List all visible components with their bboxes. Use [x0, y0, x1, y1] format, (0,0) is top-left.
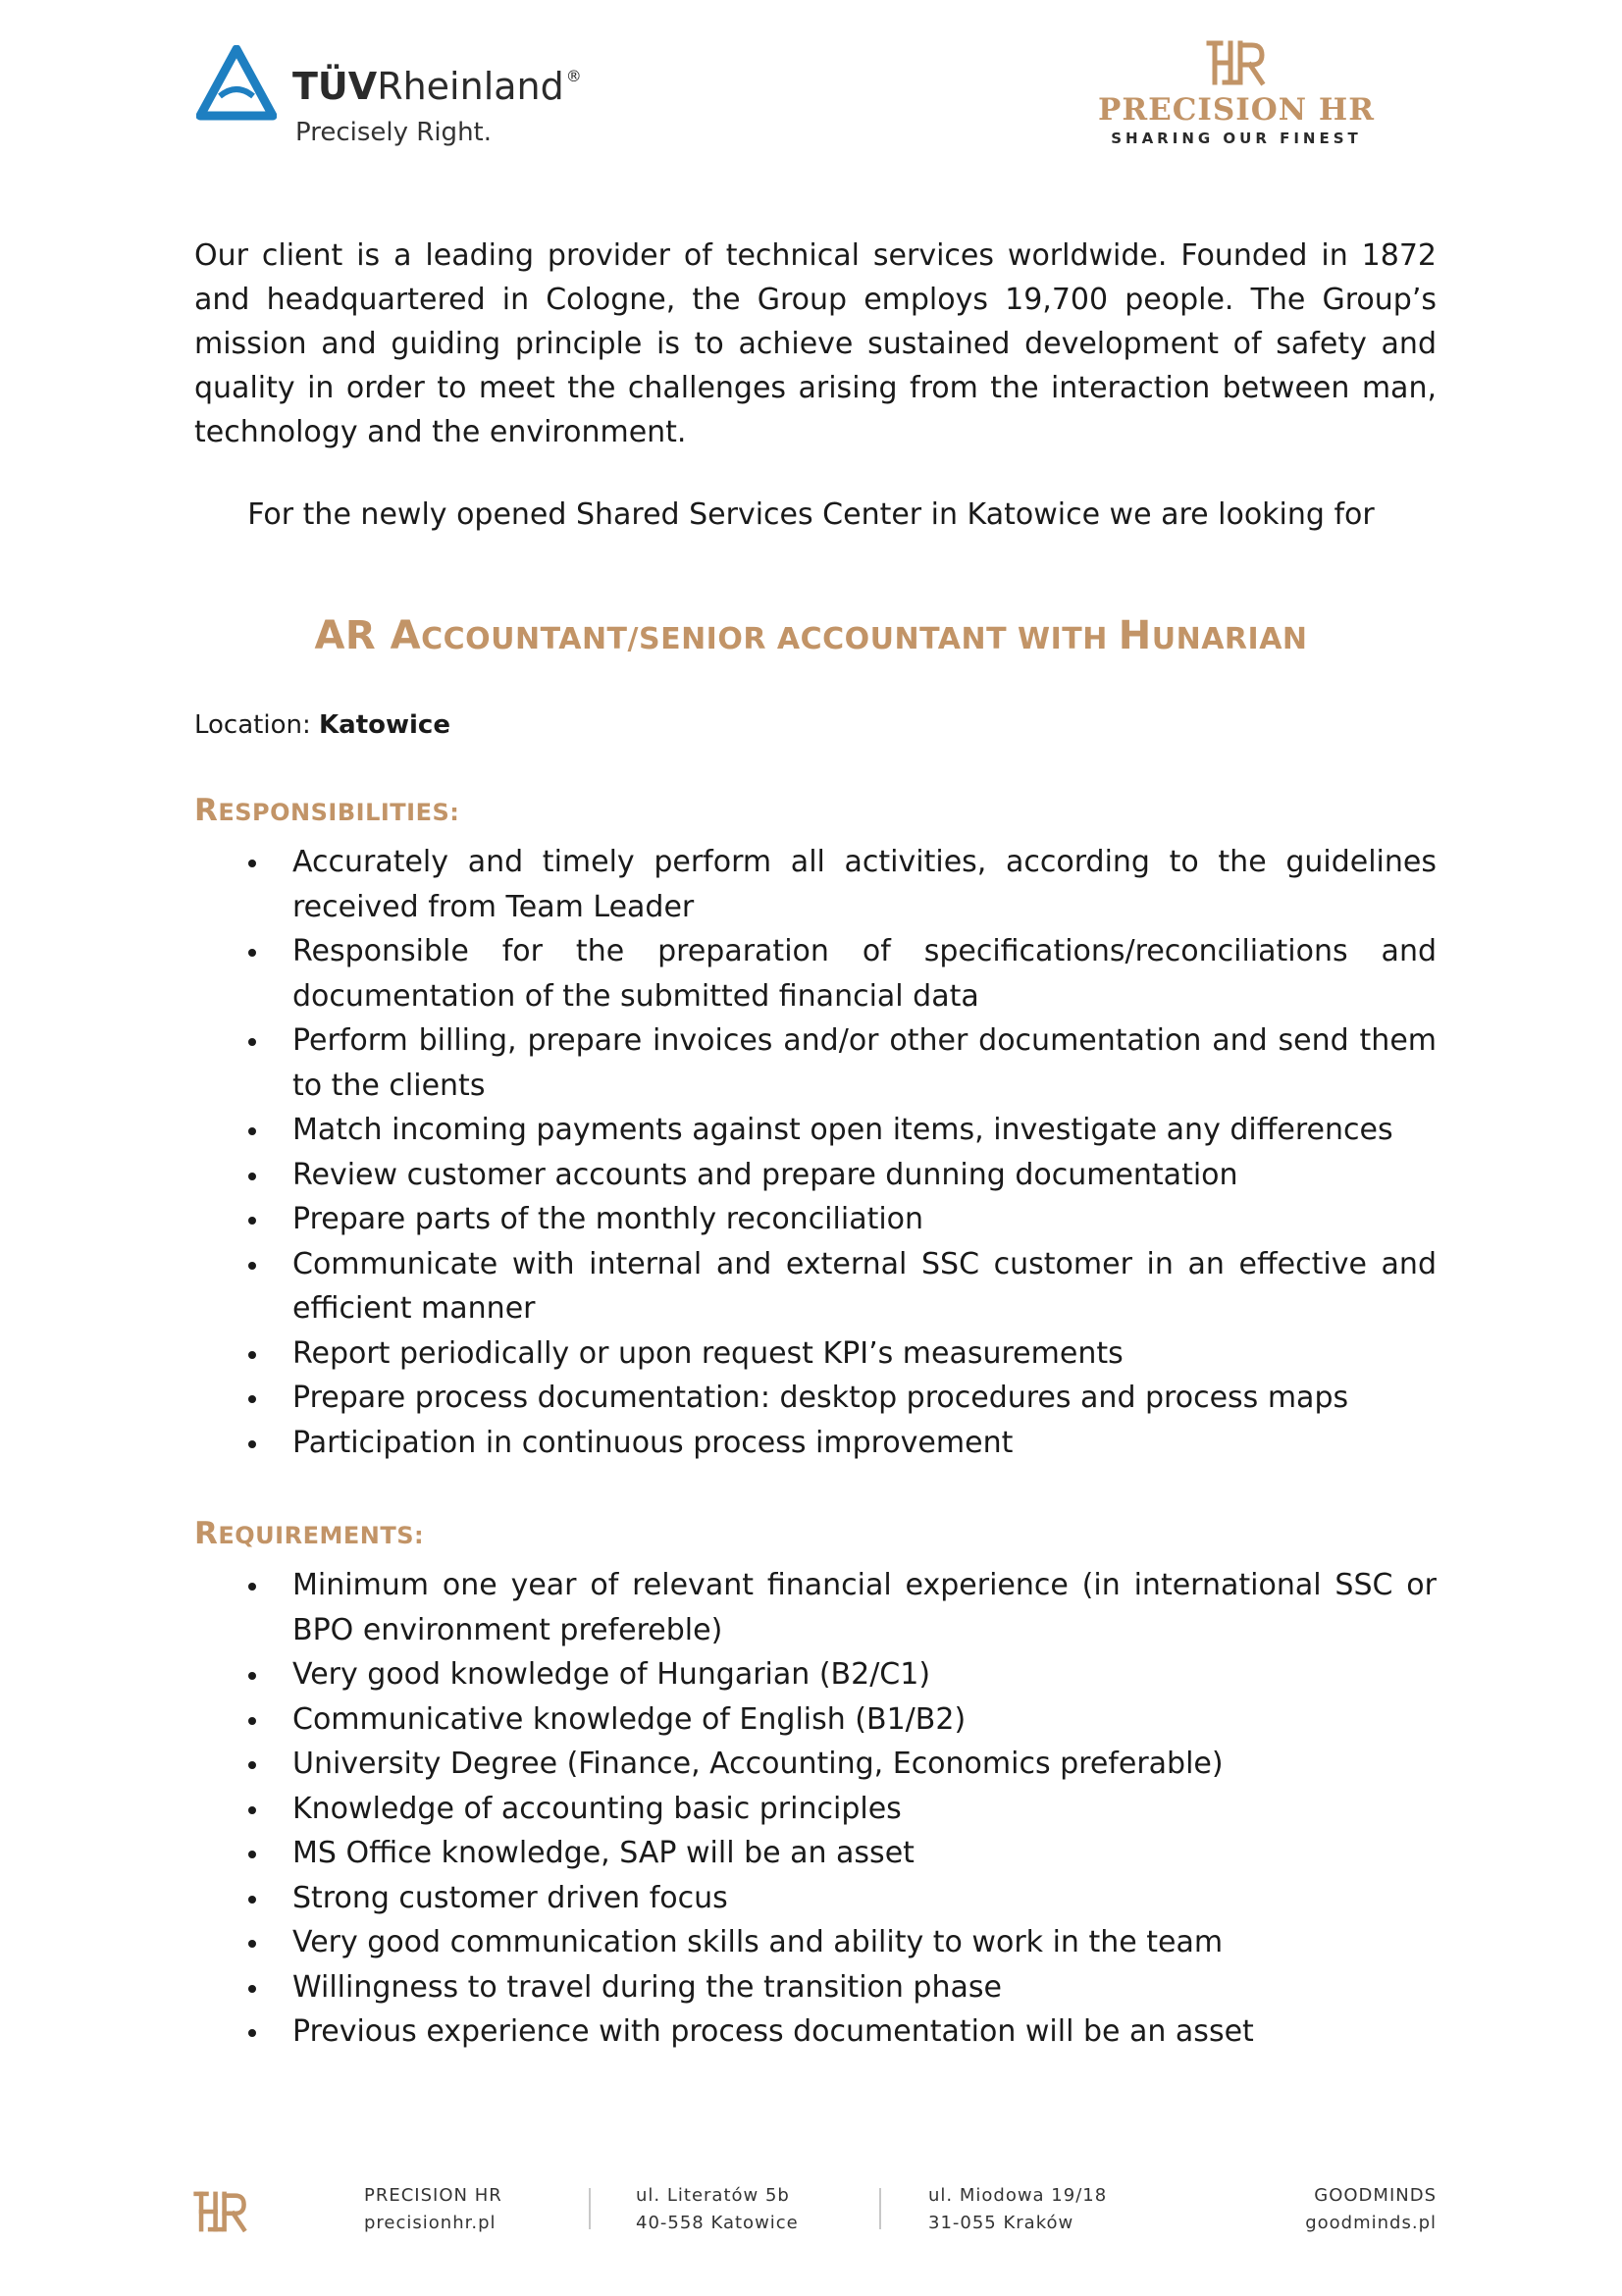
list-item: Knowledge of accounting basic principles — [243, 1787, 1437, 1832]
location: Location: Katowice — [194, 710, 450, 740]
bullet-icon — [248, 949, 256, 957]
list-item: Very good knowledge of Hungarian (B2/C1) — [243, 1652, 1437, 1697]
bullet-icon — [248, 1395, 256, 1403]
bullet-icon — [248, 1672, 256, 1680]
list-item: Communicate with internal and external SSC customer in an effective and efficient manner — [243, 1242, 1437, 1331]
list-item: Very good communication skills and ability to work in the team — [243, 1920, 1437, 1965]
list-item: Perform billing, prepare invoices and/or other documentation and send them to the clients — [243, 1018, 1437, 1108]
bullet-icon — [248, 1127, 256, 1135]
list-item: Minimum one year of relevant financial experience (in international SSC or BPO environment prefereble) — [243, 1563, 1437, 1652]
responsibilities-list — [243, 840, 1437, 1465]
footer-address-krakow: ul. Miodowa 19/18 31-055 Kraków — [928, 2185, 1108, 2233]
list-item: Responsible for the preparation of specifications/reconciliations and documentation of the submitted financial data — [243, 929, 1437, 1018]
bullet-icon — [248, 1173, 256, 1180]
bullet-icon — [248, 2029, 256, 2037]
list-item: Accurately and timely perform all activities, according to the guidelines received from Team Leader — [243, 840, 1437, 929]
list-item: Previous experience with process documentation will be an asset — [243, 2009, 1437, 2055]
bullet-icon — [248, 1717, 256, 1725]
footer — [0, 2178, 1622, 2247]
bullet-icon — [248, 1761, 256, 1769]
intro-paragraph: Our client is a leading provider of technical services worldwide. Founded in 1872 and headquartered in Cologne, the Group employs 19,700 people. The Group’s mission and guiding principle is to achieve sustained development of safety and quality in order to meet the challenges arising from the interaction between man, technology and the environment. — [194, 238, 1437, 449]
list-item: Report periodically or upon request KPI’s measurements — [243, 1331, 1437, 1377]
list-item: Strong customer driven focus — [243, 1876, 1437, 1921]
footer-divider — [589, 2188, 591, 2229]
tuv-tagline: Precisely Right. — [295, 118, 493, 147]
bullet-icon — [248, 1351, 256, 1359]
precision-hr-tagline: SHARING OUR FINEST — [1111, 130, 1362, 147]
list-item: Review customer accounts and prepare dunning documentation — [243, 1153, 1437, 1198]
bullet-icon — [248, 1583, 256, 1591]
footer-divider — [879, 2188, 881, 2229]
list-item: Communicative knowledge of English (B1/B2) — [243, 1697, 1437, 1743]
list-item: Prepare process documentation: desktop procedures and process maps — [243, 1376, 1437, 1421]
footer-company: PRECISION HR precisionhr.pl — [364, 2182, 502, 2237]
list-item: Match incoming payments against open items, investigate any differences — [243, 1108, 1437, 1153]
footer-website-link[interactable]: precisionhr.pl — [364, 2213, 497, 2233]
hr-monogram-icon — [1205, 39, 1268, 86]
bullet-icon — [248, 1985, 256, 1993]
list-item: MS Office knowledge, SAP will be an asset — [243, 1831, 1437, 1876]
footer-address-katowice: ul. Literatów 5b 40-558 Katowice — [636, 2185, 799, 2233]
precision-hr-logo — [1074, 39, 1398, 152]
responsibilities-heading: RESPONSIBILITIES: — [194, 793, 460, 828]
job-title: AR ACCOUNTANT/SENIOR ACCOUNTANT WITH HUNARIAN — [314, 613, 1308, 658]
list-item: Willingness to travel during the transition phase — [243, 1965, 1437, 2010]
hr-monogram-icon — [192, 2190, 249, 2233]
tuv-brand-name: TÜVRheinland ® — [292, 65, 582, 108]
bullet-icon — [248, 1217, 256, 1225]
bullet-icon — [248, 1896, 256, 1904]
bullet-icon — [248, 1851, 256, 1858]
footer-goodminds-link[interactable]: goodminds.pl — [1305, 2213, 1437, 2233]
precision-hr-name: PRECISION HR — [1098, 92, 1375, 128]
location-value: Katowice — [319, 710, 450, 740]
bullet-icon — [248, 1806, 256, 1814]
list-item: Participation in continuous process improvement — [243, 1421, 1437, 1466]
bullet-icon — [248, 1940, 256, 1948]
list-item: University Degree (Finance, Accounting, Economics preferable) — [243, 1742, 1437, 1787]
requirements-heading: REQUIREMENTS: — [194, 1516, 425, 1551]
tuv-rheinland-logo — [196, 45, 608, 153]
bullet-icon — [248, 1440, 256, 1448]
footer-goodminds: GOODMINDS goodminds.pl — [1305, 2182, 1437, 2237]
bullet-icon — [248, 1262, 256, 1270]
bullet-icon — [248, 1038, 256, 1046]
tuv-triangle-icon — [196, 45, 277, 122]
bullet-icon — [248, 860, 256, 867]
lead-sentence: For the newly opened Shared Services Center in Katowice we are looking for — [247, 497, 1375, 532]
requirements-list — [243, 1563, 1437, 2055]
list-item: Prepare parts of the monthly reconciliation — [243, 1197, 1437, 1242]
